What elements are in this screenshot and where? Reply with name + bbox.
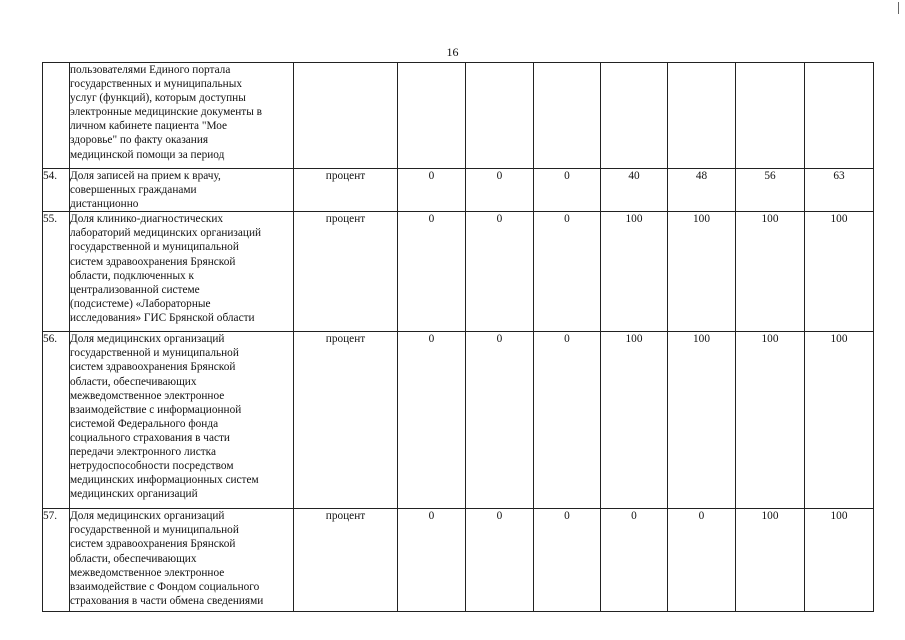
value-cell: 100 [601,332,668,509]
value-cell: 0 [398,212,466,332]
indicator-name-line: дистанционно [70,198,139,211]
value-cell: 40 [601,169,668,212]
indicator-name-line: области, подключенных к [70,269,195,282]
indicator-name-line: области, обеспечивающих [70,552,197,565]
value-cell: 0 [534,169,601,212]
value-cell: 0 [398,332,466,509]
indicator-name-line: исследования» ГИС Брянской области [70,311,255,324]
indicator-name-line: совершенных гражданами [70,184,197,197]
value-cell: 100 [805,509,874,612]
indicator-name-line: систем здравоохранения Брянской [70,538,236,551]
value-cell: 100 [736,509,805,612]
value-cell [668,63,736,169]
indicator-name-line: систем здравоохранения Брянской [70,361,236,374]
indicator-name-line: Доля медицинских организаций [70,510,225,523]
page-number: 16 [446,45,459,59]
value-cell: 0 [398,509,466,612]
value-cell: 0 [534,332,601,509]
indicator-name-line: Доля записей на прием к врачу, [70,170,221,182]
indicator-name-line: медицинской помощи за период [70,148,225,161]
unit-cell: процент [294,169,398,212]
indicator-name-line: личном кабинете пациента "Мое [70,120,228,133]
value-cell: 0 [466,212,534,332]
indicator-name-line: системой Федерального фонда [70,417,219,430]
indicator-name-line: страхования в части обмена сведениями [70,594,264,607]
row-number: 55. [43,212,70,332]
unit-cell: процент [294,212,398,332]
value-cell [601,63,668,169]
value-cell [398,63,466,169]
row-number: 56. [43,332,70,509]
value-cell [736,63,805,169]
indicator-name-line: взаимодействие с Фондом социального [70,580,260,593]
indicator-name-line: систем здравоохранения Брянской [70,255,236,268]
value-cell [466,63,534,169]
indicator-name-line: межведомственное электронное [70,389,225,402]
value-cell: 0 [466,169,534,212]
indicator-name-line: пользователями Единого портала [70,64,231,76]
indicator-name-line: медицинских организаций [70,488,198,501]
row-number: 54. [43,169,70,212]
indicator-name-line: государственной и муниципальной [70,241,239,254]
indicator-name-line: области, обеспечивающих [70,375,197,388]
value-cell: 48 [668,169,736,212]
indicator-name [70,509,294,612]
scan-edge-mark [898,2,899,14]
indicator-name-line: электронные медицинские документы в [70,106,262,119]
value-cell: 0 [668,509,736,612]
indicator-name-line: государственной и муниципальной [70,347,239,360]
row-number [43,63,70,169]
indicator-name [70,332,294,509]
indicator-name-line: услуг (функций), которым доступны [70,92,246,105]
indicator-name-line: Доля клинико-диагностических [70,213,224,226]
unit-cell [294,63,398,169]
value-cell: 0 [466,509,534,612]
indicator-name-line: межведомственное электронное [70,566,225,579]
value-cell: 100 [668,332,736,509]
value-cell [805,63,874,169]
table-row [43,63,874,169]
value-cell: 0 [534,509,601,612]
indicator-name-line: государственной и муниципальной [70,524,239,537]
table-row [43,332,874,509]
indicator-name-line: социального страхования в части [70,431,230,444]
indicator-name-line: передачи электронного листка [70,446,216,459]
value-cell: 100 [668,212,736,332]
table-row [43,509,874,612]
indicator-name-line: лабораторий медицинских организаций [70,227,262,240]
value-cell: 0 [534,212,601,332]
indicator-name [70,212,294,332]
indicator-name-line: взаимодействие с информационной [70,403,242,416]
value-cell: 100 [805,212,874,332]
value-cell: 0 [466,332,534,509]
unit-cell: процент [294,509,398,612]
indicator-name-line: централизованной системе [70,283,200,296]
table-row [43,212,874,332]
value-cell: 100 [736,332,805,509]
value-cell: 100 [736,212,805,332]
indicator-name-line: Доля медицинских организаций [70,333,225,346]
value-cell: 100 [601,212,668,332]
value-cell: 0 [601,509,668,612]
indicator-name-line: нетрудоспособности посредством [70,460,234,473]
value-cell: 56 [736,169,805,212]
unit-cell: процент [294,332,398,509]
row-number: 57. [43,509,70,612]
value-cell [534,63,601,169]
indicator-name [70,63,294,169]
indicator-name-line: медицинских информационных систем [70,474,259,487]
table-row [43,169,874,212]
indicator-name-line: (подсистеме) «Лабораторные [70,297,211,310]
indicator-name-line: здоровье" по факту оказания [70,134,209,147]
value-cell: 100 [805,332,874,509]
indicator-name-line: государственных и муниципальных [70,78,242,91]
value-cell: 63 [805,169,874,212]
indicator-name [70,169,294,212]
value-cell: 0 [398,169,466,212]
indicators-table [42,62,874,612]
